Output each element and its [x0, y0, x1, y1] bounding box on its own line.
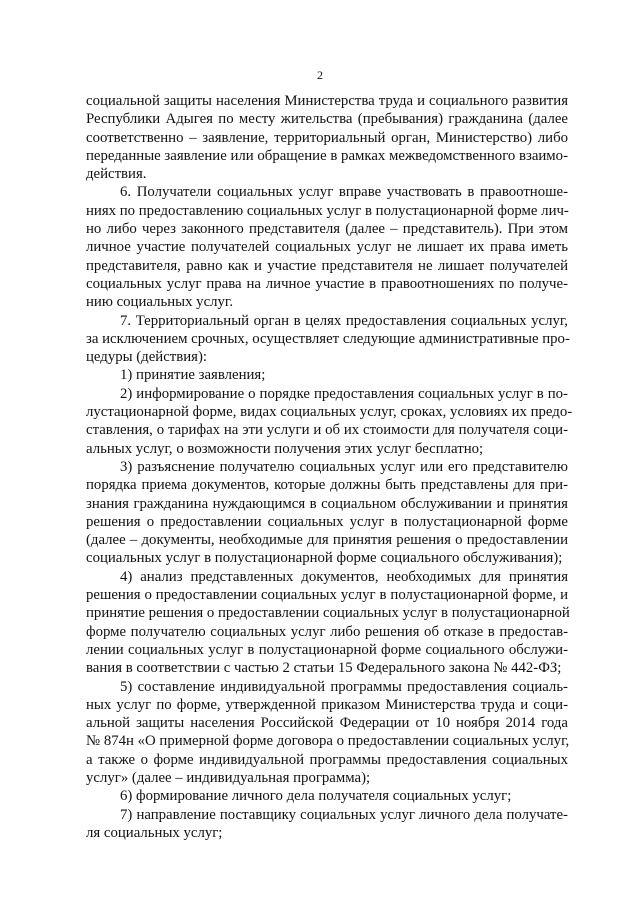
text-line: порядка приема документов, которые должны быть представлены для при- [86, 477, 568, 494]
text-line: цедуры (действия): [86, 349, 207, 366]
text-line: лустационарной форме, видах социальных услуг, сроках, условиях их предо- [86, 404, 573, 421]
text-line: 2) информирование о порядке предоставления социальных услуг в по- [120, 385, 568, 402]
text-line: социальной защиты населения Министерства труда и социального развития [86, 93, 568, 109]
text-line: 7) направление поставщику социальных услуг личного дела получате- [120, 806, 568, 823]
text-line: нию социальных услуг. [86, 294, 234, 311]
text-line: 6) формирование личного дела получателя социальных услуг; [120, 788, 512, 805]
text-line: ля социальных услуг; [86, 824, 223, 841]
text-line: 4) анализ представленных документов, необходимых для принятия [120, 568, 568, 585]
text-line: форме получателю социальных услуг либо решения об отказе в предостав- [86, 623, 568, 640]
text-line: 7. Территориальный орган в целях предоставления социальных услуг, [120, 312, 568, 329]
text-line: ставления, о тарифах на эти услуги и об их стоимости для получателя соци- [86, 422, 568, 439]
text-line: 6. Получатели социальных услуг вправе участвовать в правоотноше- [120, 184, 568, 201]
text-line: социальных услуг в полустационарной форме социального обслуживания); [86, 550, 563, 567]
text-line: представителя, равно как и участие представителя не лишает получателей [86, 257, 568, 274]
text-line: альной защиты населения Российской Федерации от 10 ноября 2014 года [86, 715, 568, 732]
text-line: (далее – документы, необходимые для принятия решения о предоставлении [86, 532, 568, 549]
text-line: а также о форме индивидуальной программы предоставления социальных [86, 751, 568, 768]
text-line: альных услуг, о возможности получения этих услуг бесплатно; [86, 440, 484, 457]
text-line: действия. [86, 166, 147, 183]
text-line: ных услуг по форме, утвержденной приказом Министерства труда и соци- [86, 696, 568, 713]
text-line: решения о предоставлении социальных услуг в полустационарной форме [86, 513, 568, 530]
text-line: 1) принятие заявления; [120, 367, 266, 384]
text-line: лении социальных услуг в полустационарной форме социального обслужи- [86, 641, 568, 658]
text-line: социальных услуг права на личное участие в правоотношениях по получе- [86, 275, 568, 292]
text-line: 3) разъяснение получателю социальных услуг или его представителю [120, 458, 568, 475]
document-body [86, 92, 573, 842]
text-line: 5) составление индивидуальной программы предоставления социаль- [120, 678, 568, 695]
text-line: вания в соответствии с частью 2 статьи 15 Федерального закона № 442-ФЗ; [86, 660, 562, 677]
text-line: принятие решения о предоставлении социальных услуг в полустационарной [86, 605, 570, 622]
text-line: решения о предоставлении социальных услуг в полустационарной форме, и [86, 587, 568, 604]
text-line: Республики Адыгея по месту жительства (пребывания) гражданина (далее [86, 111, 568, 128]
text-line: но либо через законного представителя (далее – представитель). При этом [86, 221, 568, 238]
text-line: знания гражданина нуждающимся в социальном обслуживании и принятия [86, 495, 568, 512]
text-line: № 874н «О примерной форме договора о предоставлении социальных услуг, [86, 733, 570, 750]
text-line: ниях по предоставлению социальных услуг в полустационарной форме лич- [86, 202, 569, 219]
text-line: услуг» (далее – индивидуальная программа); [86, 769, 371, 786]
text-line: соответственно – заявление, территориальный орган, Министерство) либо [86, 129, 568, 146]
text-line: личное участие получателей социальных услуг не лишает их права иметь [86, 239, 568, 256]
text-line: переданные заявление или обращение в рамках межведомственного взаимо- [86, 147, 568, 164]
text-line: за исключением срочных, осуществляет следующие административные про- [86, 330, 570, 347]
page-number: 2 [317, 68, 323, 82]
